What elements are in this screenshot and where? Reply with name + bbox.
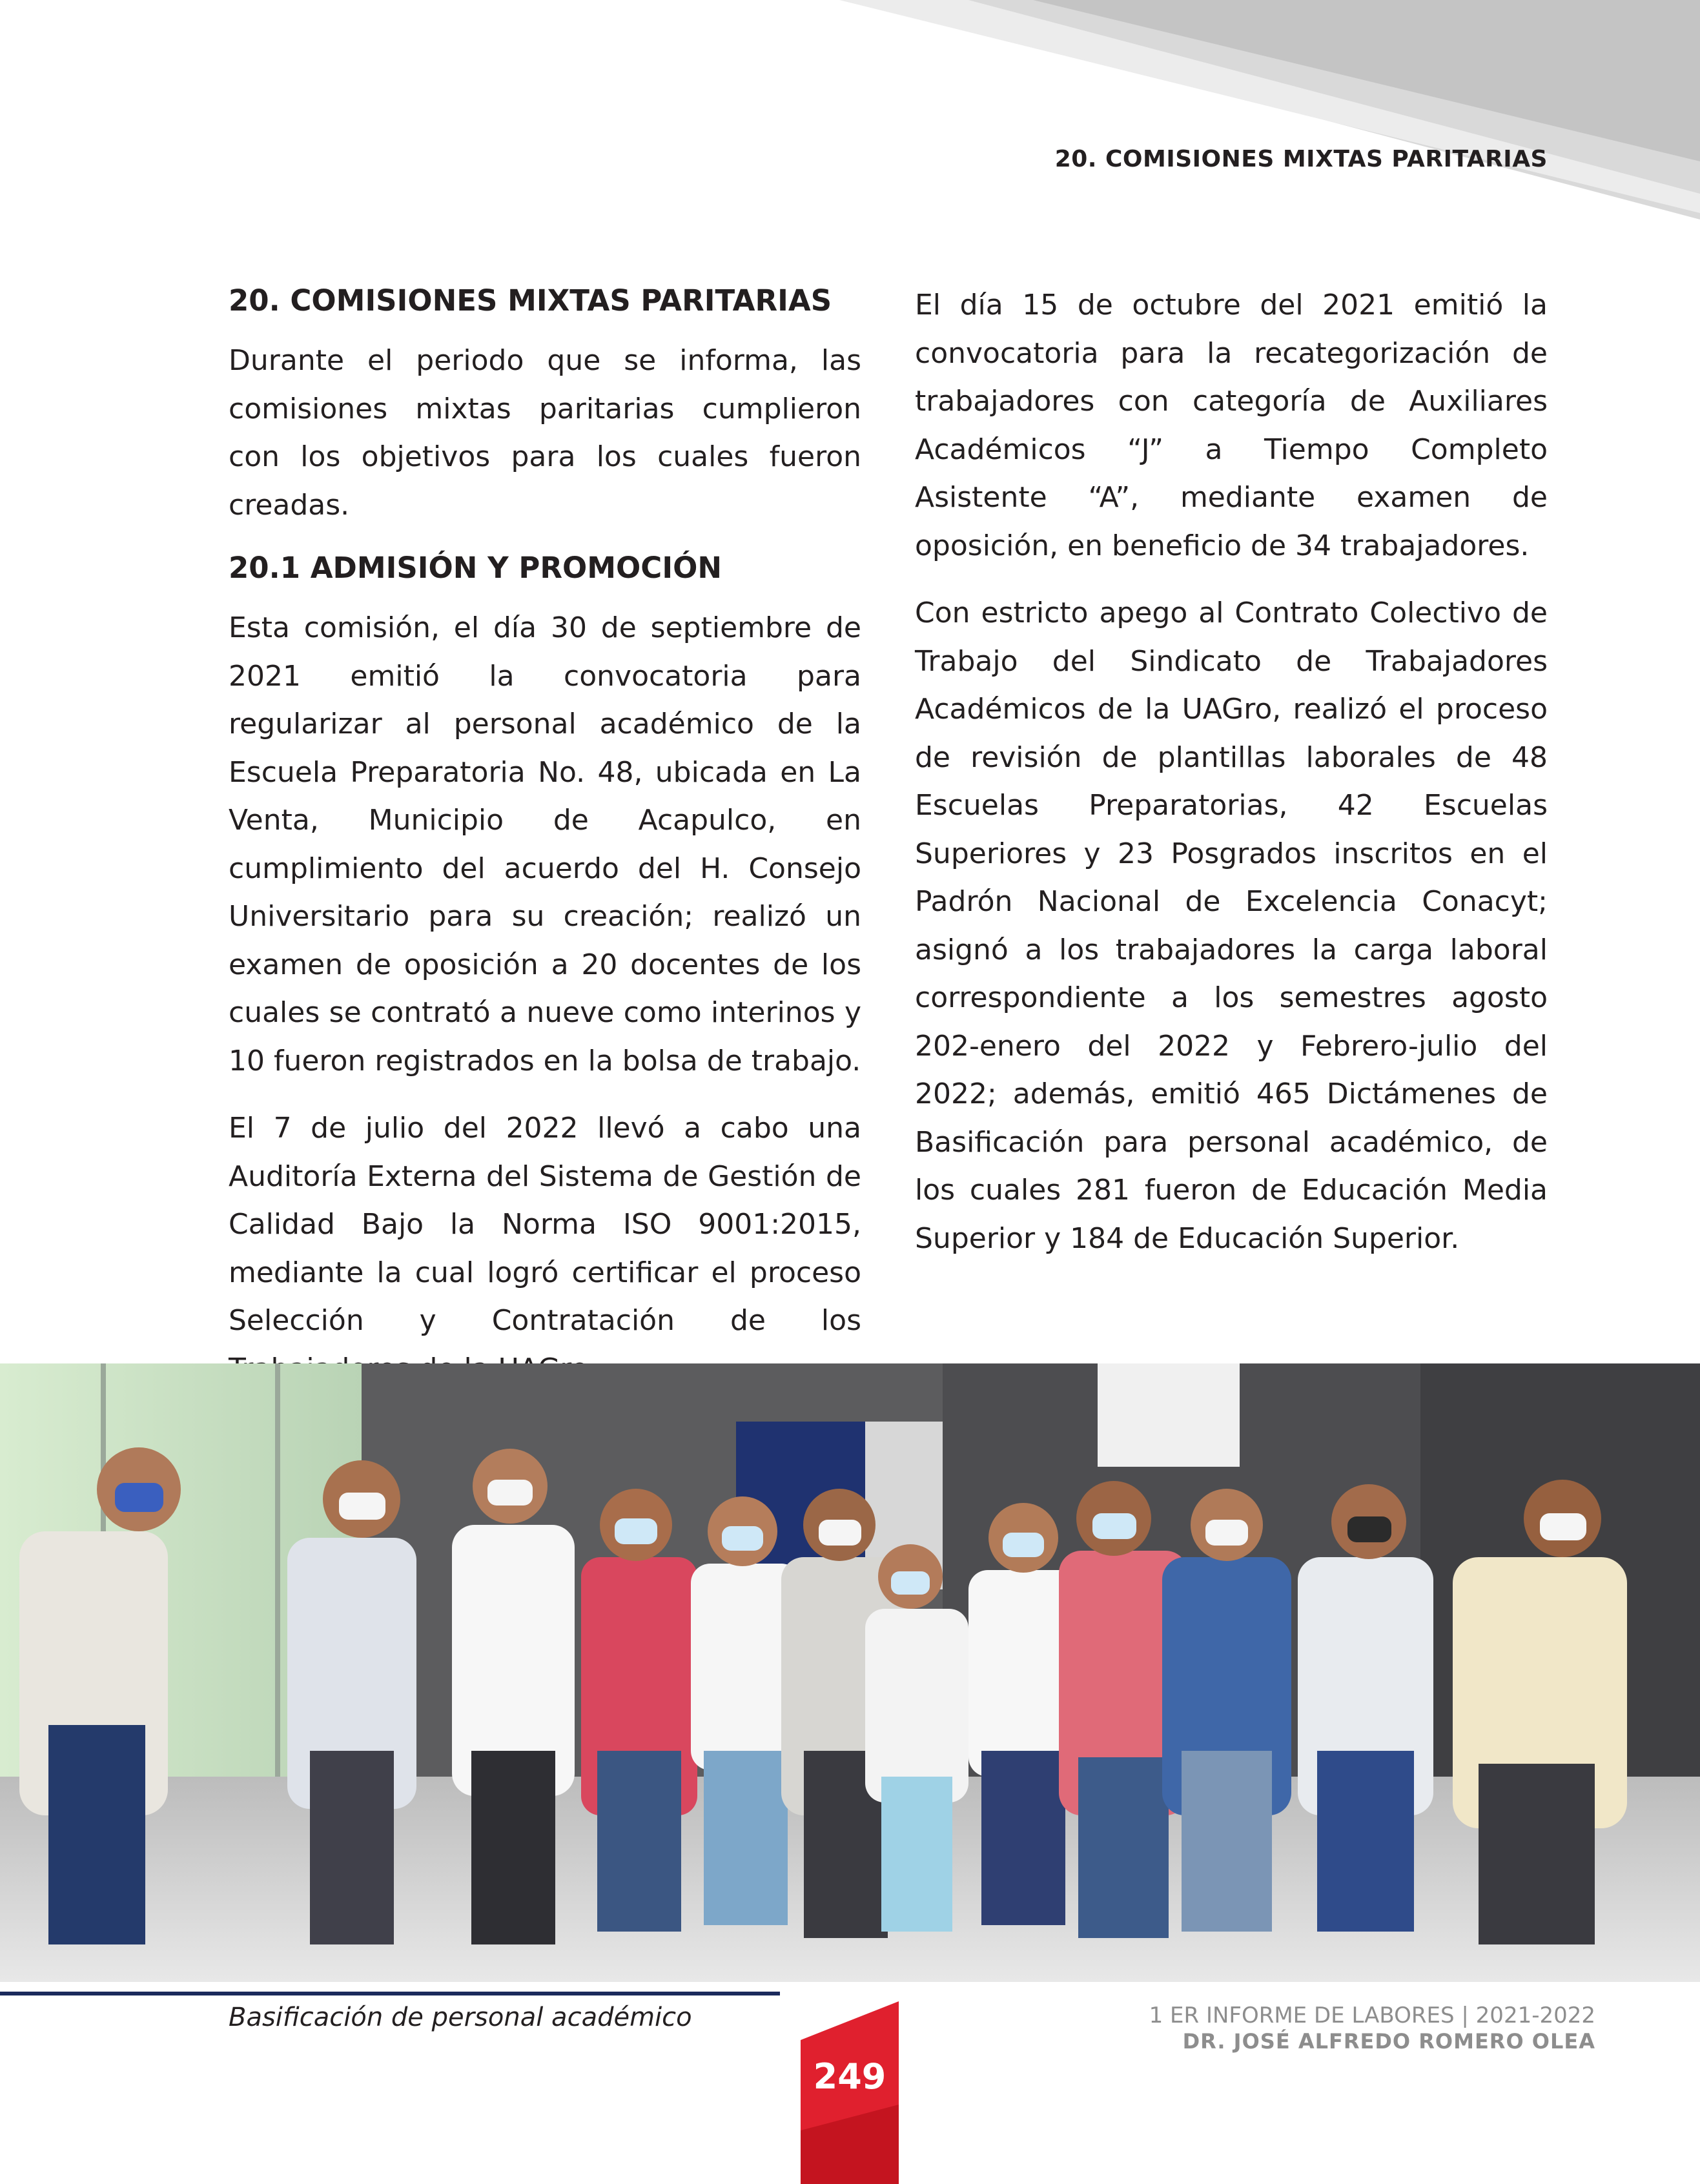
paragraph-recategorization: El día 15 de octubre del 2021 emitió la convocatoria para la recategorización de trabajadores con categoría de Auxiliares Académicos “J” a Tiempo Completo Asistente “A”, mediante examen de oposición, en beneficio de 34 trabajadores. — [915, 289, 1548, 562]
right-column — [915, 281, 1548, 1282]
intro-paragraph: Durante el periodo que se informa, las comisiones mixtas paritarias cumplieron con los objetivos para los cuales fueron creadas. — [229, 344, 861, 522]
paragraph-audit: El 7 de julio del 2022 llevó a cabo una Auditoría Externa del Sistema de Gestión de Calidad Bajo la Norma ISO 9001:2015, mediante la cual logró certificar el proceso Selección y Contratación de los — [229, 1112, 861, 1337]
page-number: 249 — [813, 2056, 886, 2097]
section-heading: 20. COMISIONES MIXTAS PARITARIAS — [229, 283, 832, 318]
subsection-heading: 20.1 ADMISIÓN Y PROMOCIÓN — [229, 551, 722, 585]
paragraph-admission: Esta comisión, el día 30 de septiembre de 2021 emitió la convocatoria para regularizar al personal académico de la Escuela Preparatoria No. 48, ubicada en La Venta, Municipio de Acapulco, en cumplimiento del acuerdo del H. Consejo Universitario para su creación; realizó un examen de oposición a 20 docentes de los cuales se contrató a nueve como interinos y 10 fueron registrados en la bolsa de trabajo. — [229, 611, 861, 1077]
photo-caption: Basificación de personal académico — [229, 2003, 692, 2032]
caption-rule — [0, 1992, 780, 1995]
header-decoration — [0, 0, 1700, 219]
report-title: 1 ER INFORME DE LABORES | 2021-2022 — [1149, 2003, 1595, 2028]
running-header: 20. COMISIONES MIXTAS PARITARIAS — [1054, 146, 1548, 172]
paragraph-contract-review: Con estricto apego al Contrato Colectivo de Trabajo del Sindicato de Trabajadores Académicos de la UAGro, realizó el proceso de revisión de plantillas laborales de 48 Escuelas Preparatorias, 42 Escuelas Superiores y 23 Posgrados inscritos en el Padrón Nacional de Excelencia Conacyt; asignó a los trabajadores la carga laboral correspondiente a los semestres agosto 202-enero del 2022 y Febrero-julio del 2022; además, emitió 465 Dictámenes de Basificación para personal académico, de los cuales 281 fueron de Educación Media Superior y 184 de Educación Superior. — [915, 597, 1548, 1255]
left-column — [229, 281, 861, 1413]
author-name: DR. JOSÉ ALFREDO ROMERO OLEA — [1182, 2029, 1595, 2054]
group-photo — [0, 1363, 1700, 1982]
